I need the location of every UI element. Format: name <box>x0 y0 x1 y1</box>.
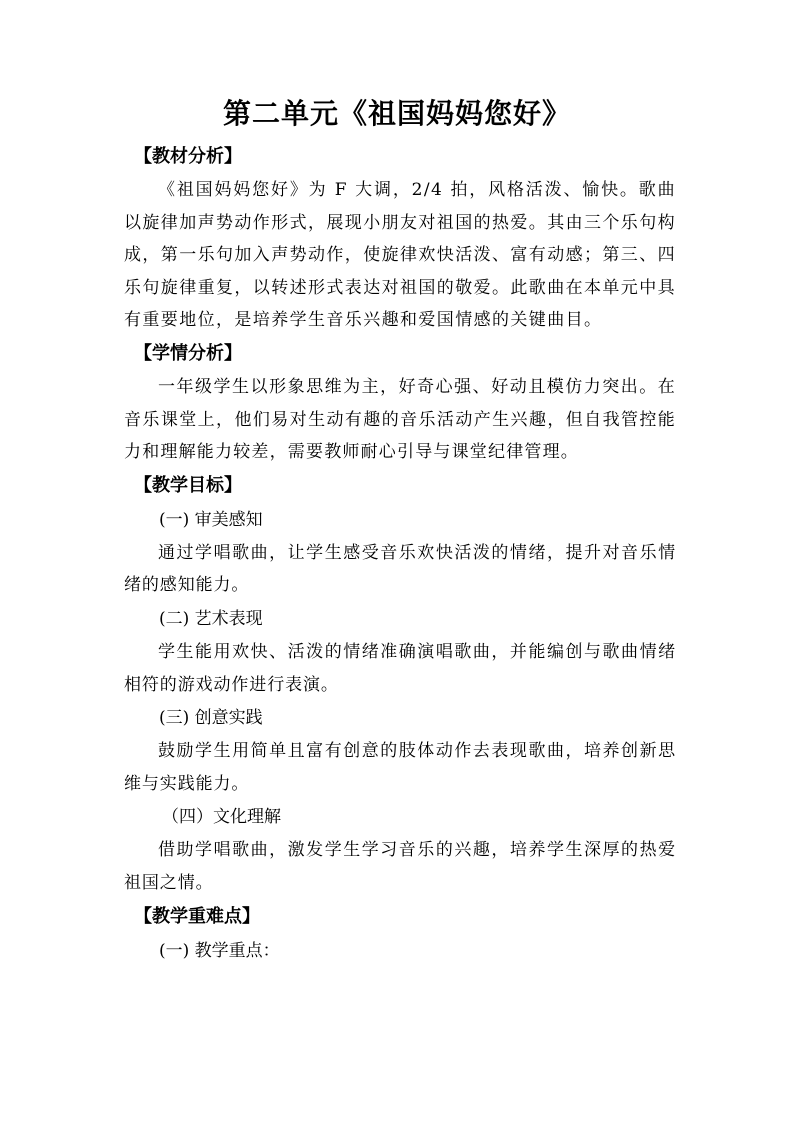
section-heading-teaching-goals: 【教学目标】 <box>134 474 242 496</box>
goal-title-creative-practice: (三) 创意实践 <box>159 708 263 729</box>
document-body <box>124 140 676 968</box>
section-heading-learner-analysis: 【学情分析】 <box>134 342 242 364</box>
section-heading-material-analysis: 【教材分析】 <box>134 146 242 167</box>
goal-text-aesthetic-perception: 通过学唱歌曲，让学生感受音乐欢快活泼的情绪，提升对音乐情绪的感知能力。 <box>124 542 676 596</box>
paragraph-material-analysis: 《祖国妈妈您好》为 F 大调，2/4 拍，风格活泼、愉快。歌曲以旋律加声势动作形式，展现小朋友对祖国的热爱。其由三个乐句构成，第一乐句加入声势动作，使旋律欢快活泼、富有动感；第三、四乐句旋律重复，以转述形式表达对祖国的敬爱。此歌曲在本单元中具有重要地位，是培养学生音乐兴趣和爱国情感的关键曲目。 <box>124 180 676 331</box>
section-heading-key-difficulties: 【教学重难点】 <box>134 905 260 927</box>
key-point-title: (一) 教学重点： <box>159 940 280 961</box>
goal-text-creative-practice: 鼓励学生用简单且富有创意的肢体动作去表现歌曲，培养创新思维与实践能力。 <box>124 741 676 794</box>
document-title: 第二单元《祖国妈妈您好》 <box>222 97 571 130</box>
paragraph-learner-analysis: 一年级学生以形象思维为主，好奇心强、好动且模仿力突出。在音乐课堂上，他们易对生动有趣的音乐活动产生兴趣，但自我管控能力和理解能力较差，需要教师耐心引导与课堂纪律管理。 <box>124 376 676 463</box>
goal-text-artistic-expression: 学生能用欢快、活泼的情绪准确演唱歌曲，并能编创与歌曲情绪相符的游戏动作进行表演。 <box>124 641 676 695</box>
goal-title-aesthetic-perception: (一) 审美感知 <box>159 509 263 530</box>
goal-text-cultural-understanding: 借助学唱歌曲，激发学生学习音乐的兴趣，培养学生深厚的热爱祖国之情。 <box>124 840 676 893</box>
goal-title-cultural-understanding: （四）文化理解 <box>162 807 281 828</box>
goal-title-artistic-expression: (二) 艺术表现 <box>159 608 263 629</box>
